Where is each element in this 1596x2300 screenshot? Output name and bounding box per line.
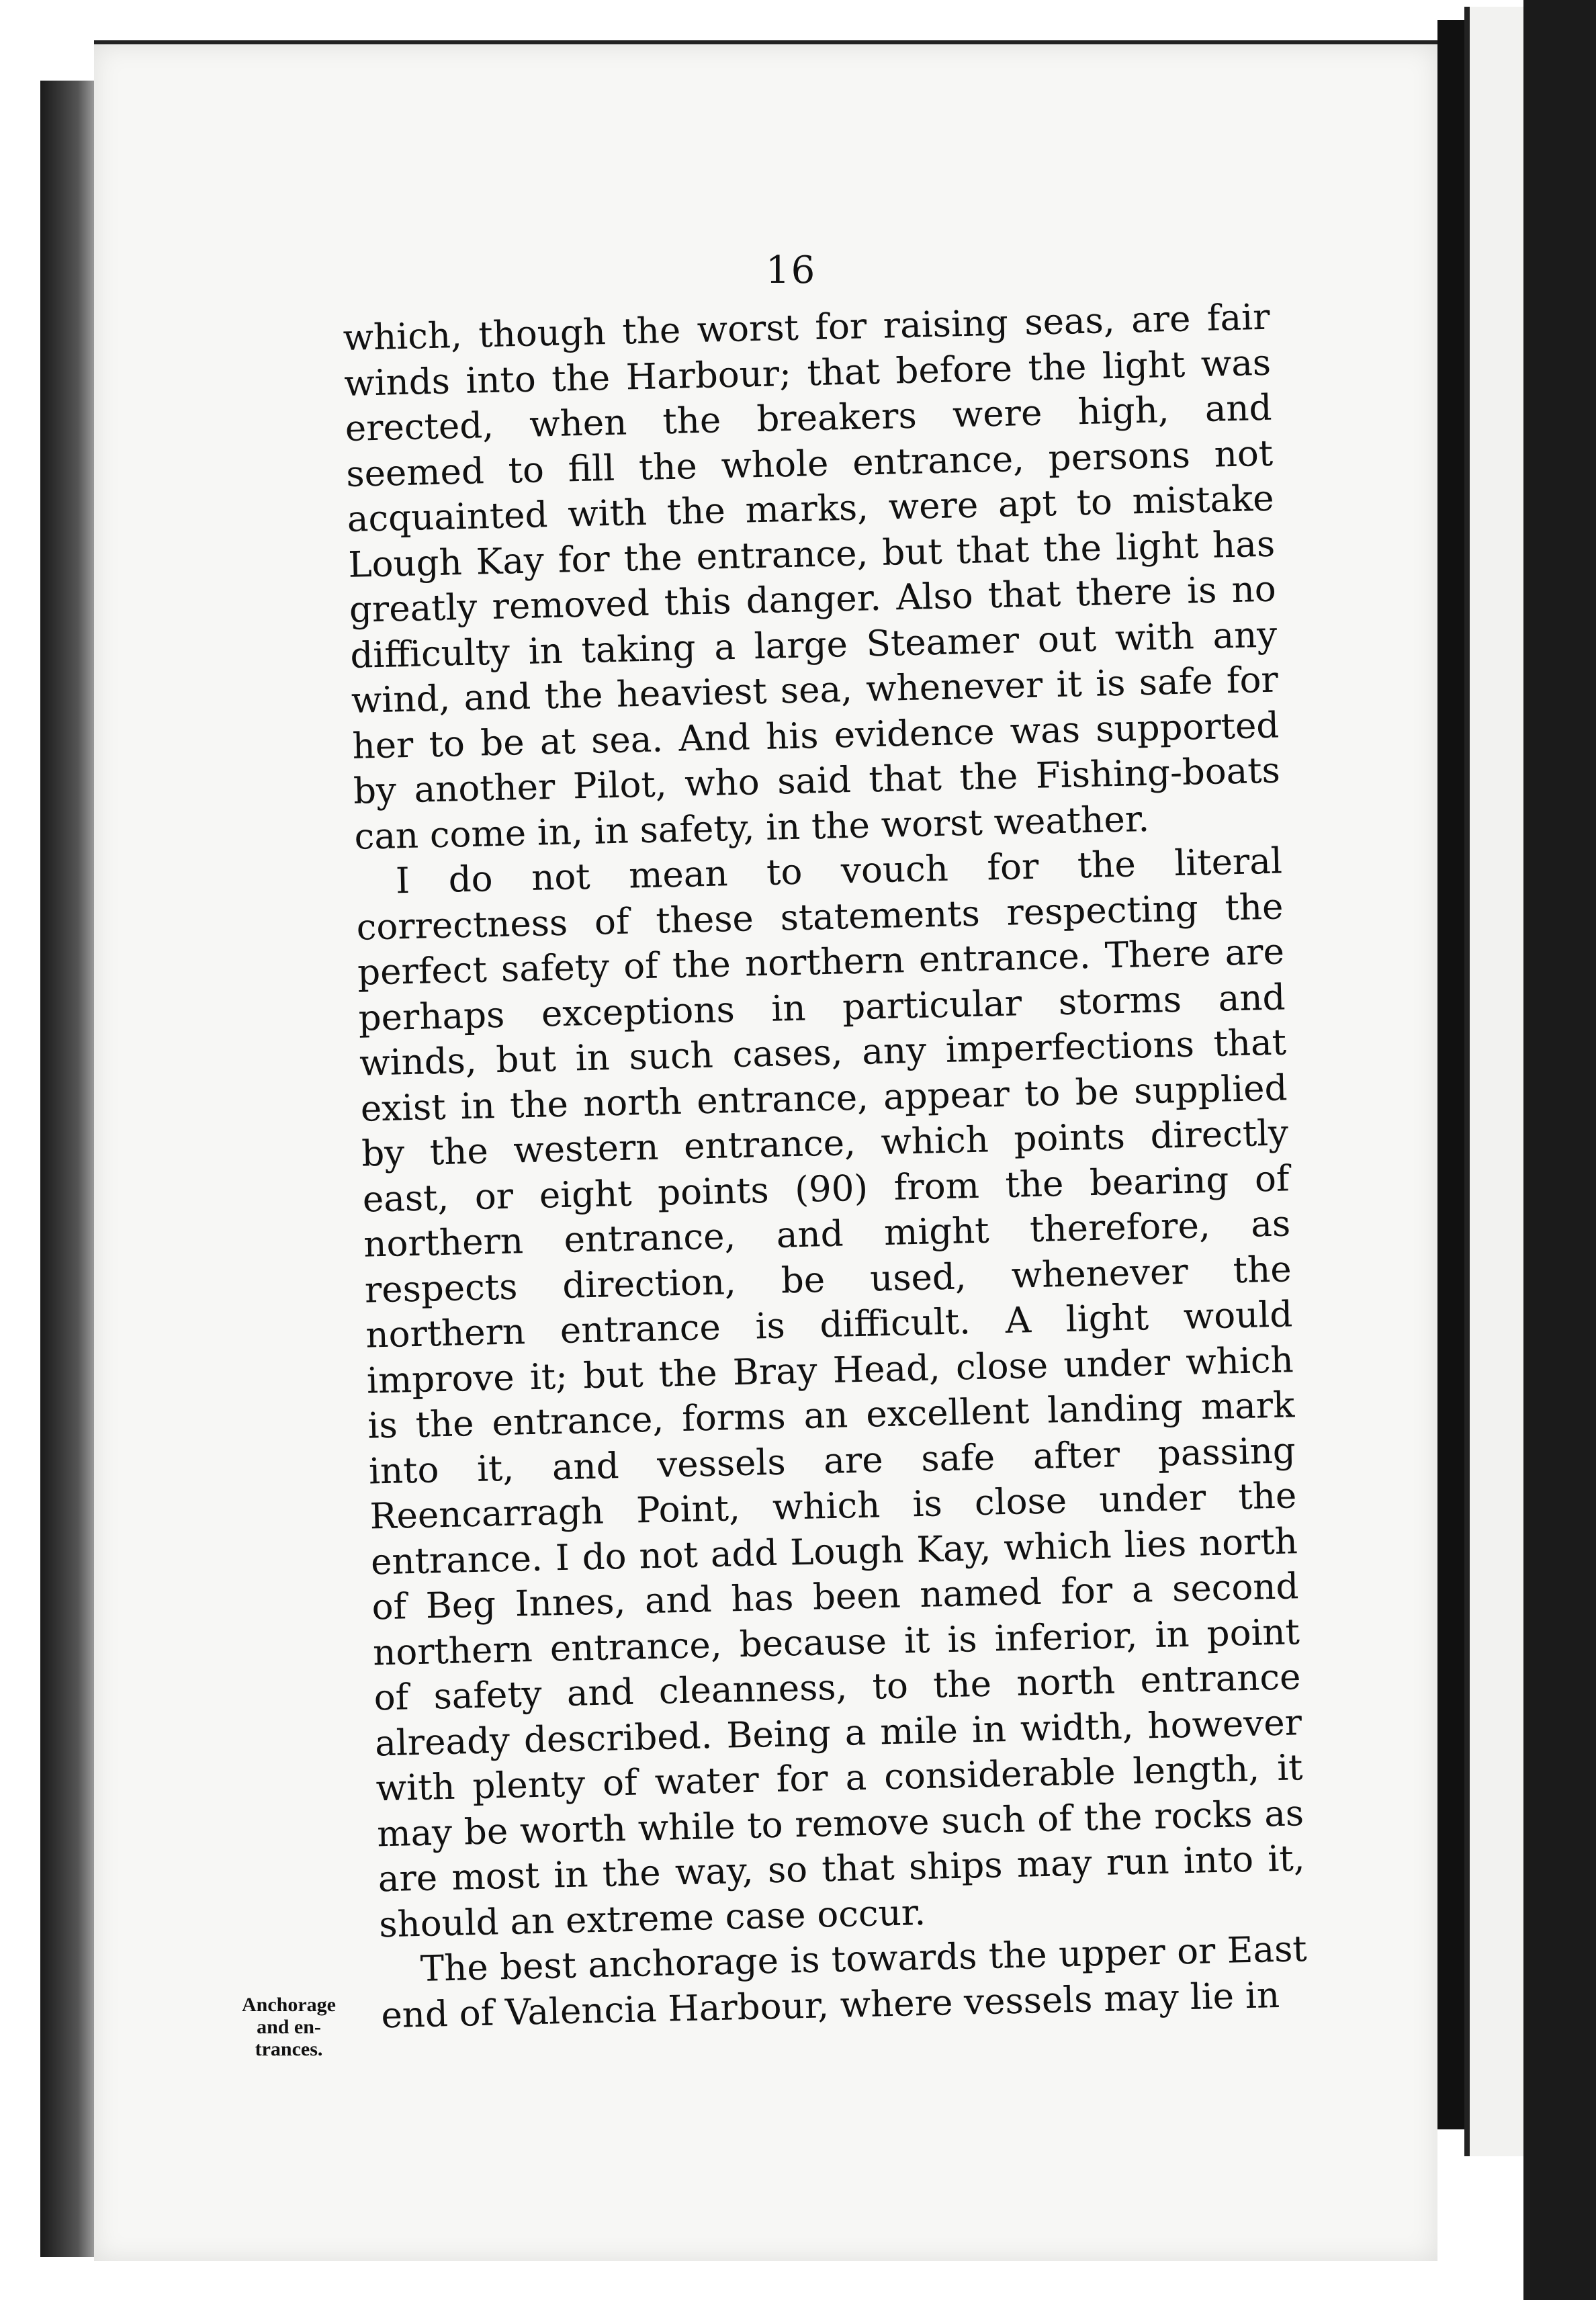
paragraph-anchorage: The best anchorage is towards the upper or East end of Valencia Harbour, where vessels may lie in: [380, 1929, 1308, 2036]
margin-note-line: trances.: [255, 2038, 323, 2060]
margin-note-line: Anchorage: [242, 1994, 336, 2016]
scan-right-edge: [1523, 0, 1596, 2300]
margin-note: [222, 1994, 356, 2060]
scan-gutter: [1437, 20, 1464, 2129]
margin-note-line: and en-: [257, 2016, 321, 2038]
page-number: 16: [766, 249, 817, 292]
scan-left-edge: [40, 81, 94, 2257]
paragraph: I do not mean to vouch for the literal correctness of these statements respecting the perfect safety of the northern entrance. There are perhaps exceptions in particular storms and winds, but in such cases, any imperfections that exist in the north entrance, appear to be supplied by the western entrance, which points directly east, or eight points (90) from the bearing of northern entrance, and might therefore, as respects direction, be used, whenever the northern entrance is difficult. A light would improve it; but the Bray Head, close under which is the entrance, forms an excellent landing mark into it, and vessels are safe after passing Reencarragh Point, which is close under the entrance. I do not add Lough Kay, which lies north of Beg Innes, and has been named for a second northern entrance, because it is inferior, in point of safety and cleanness, to the north entrance already described. Being a mile in width, however with plenty of water for a considerable length, it may be worth while to remove such of the rocks as are most in the way, so that ships may run into it, should an extreme case occur.: [355, 840, 1306, 1945]
body-text: [343, 295, 1309, 2039]
paragraph-continued: which, though the worst for raising seas, are fair winds into the Harbour; that before the light was erected, when the breakers were high, and seemed to fill the whole entrance, persons not acquainted with the marks, were apt to mistake Lough Kay for the entrance, but that the light has greatly removed this danger. Also that there is no difficulty in taking a large Steamer out with any wind, and the heaviest sea, whenever it is safe for her to be at sea. And his evidence was supported by another Pilot, who said that the Fishing-boats can come in, in safety, in the worst weather.: [343, 296, 1281, 858]
